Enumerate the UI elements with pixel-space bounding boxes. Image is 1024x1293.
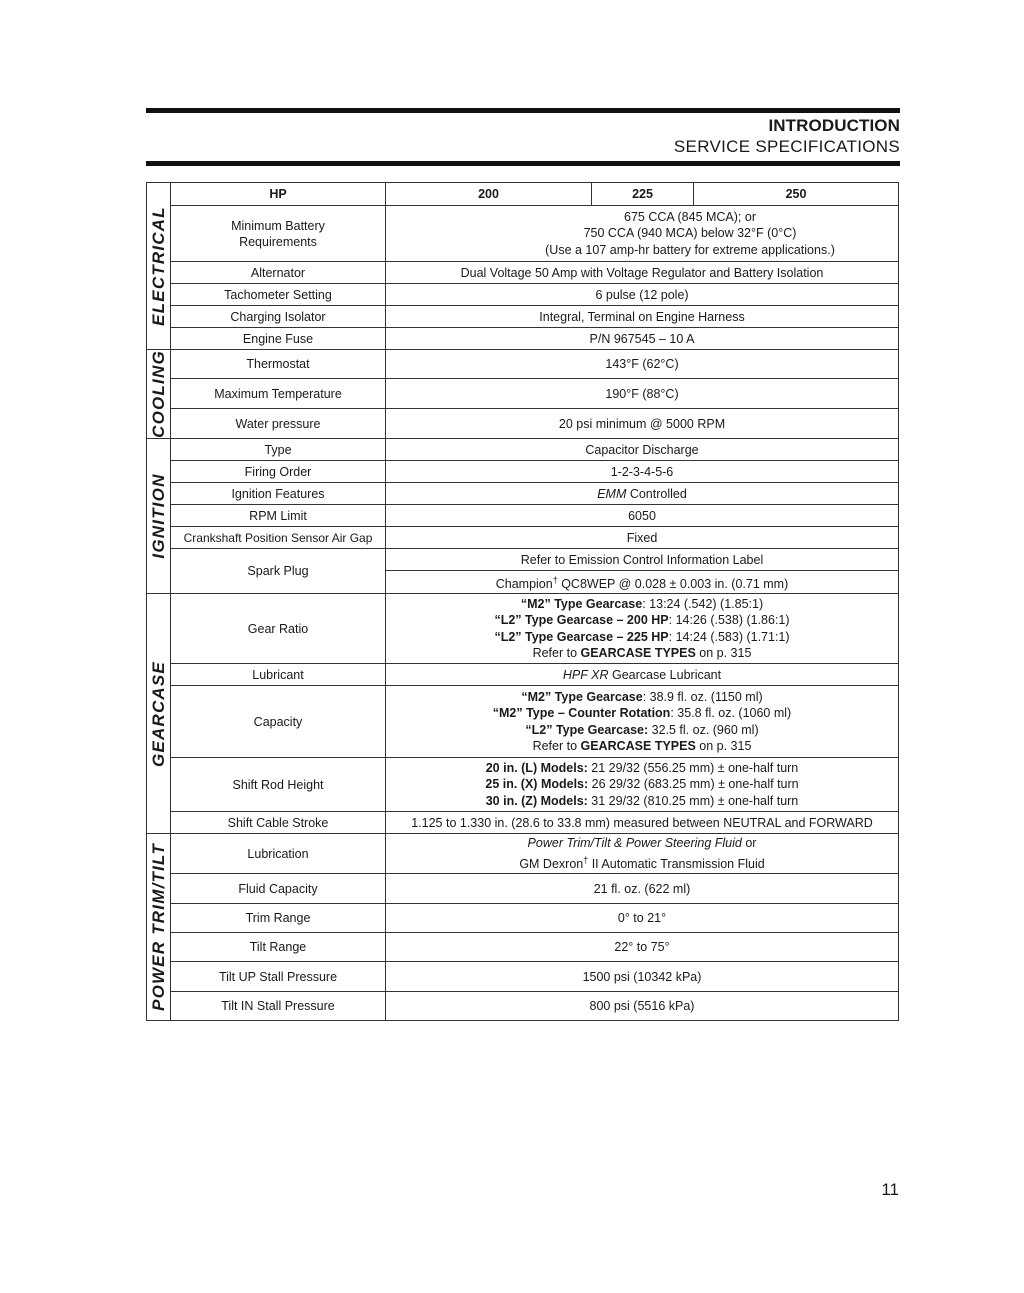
spec-value: Refer to Emission Control Information Label: [386, 549, 899, 571]
table-row: [147, 379, 899, 409]
section-electrical: ELECTRICAL: [147, 183, 171, 350]
spec-label: Shift Rod Height: [171, 758, 386, 812]
header-top-rule: [146, 108, 900, 113]
spec-value: 1-2-3-4-5-6: [386, 461, 899, 483]
table-row: [147, 686, 899, 758]
spec-label: Gear Ratio: [171, 594, 386, 664]
page-number: 11: [881, 1180, 899, 1199]
table-row: [147, 461, 899, 483]
spec-value: 20 psi minimum @ 5000 RPM: [386, 409, 899, 439]
spec-value: Power Trim/Tilt & Power Steering Fluid or GM Dexron† II Automatic Transmission Fluid: [386, 834, 899, 874]
spec-value: 21 fl. oz. (622 ml): [386, 874, 899, 904]
spec-label: Thermostat: [171, 350, 386, 379]
table-row: [147, 992, 899, 1021]
spec-label: Capacity: [171, 686, 386, 758]
table-row: [147, 962, 899, 992]
column-header-225: 225: [592, 183, 694, 206]
column-header-hp: HP: [171, 183, 386, 206]
table-row: [147, 284, 899, 306]
table-row: [147, 549, 899, 571]
spec-label: Fluid Capacity: [171, 874, 386, 904]
spec-value: Champion† QC8WEP @ 0.028 ± 0.003 in. (0.71 mm): [386, 571, 899, 594]
spec-value: P/N 967545 – 10 A: [386, 328, 899, 350]
spec-label: Trim Range: [171, 904, 386, 933]
table-row: [147, 664, 899, 686]
spec-label: Water pressure: [171, 409, 386, 439]
spec-label: Minimum Battery Requirements: [171, 206, 386, 262]
spec-label: Alternator: [171, 262, 386, 284]
spec-value: 1.125 to 1.330 in. (28.6 to 33.8 mm) measured between NEUTRAL and FORWARD: [386, 812, 899, 834]
spec-value: 675 CCA (845 MCA); or 750 CCA (940 MCA) below 32°F (0°C) (Use a 107 amp-hr battery for extreme applications.): [386, 206, 899, 262]
spec-label: Tilt IN Stall Pressure: [171, 992, 386, 1021]
spec-value: 190°F (88°C): [386, 379, 899, 409]
section-power-trim-tilt: POWER TRIM/TILT: [147, 834, 171, 1021]
table-row: [147, 206, 899, 262]
spec-label: Lubrication: [171, 834, 386, 874]
section-gearcase: GEARCASE: [147, 594, 171, 834]
table-row: [147, 904, 899, 933]
table-row: [147, 933, 899, 962]
service-specifications-table: [146, 182, 899, 1021]
spec-value: Dual Voltage 50 Amp with Voltage Regulator and Battery Isolation: [386, 262, 899, 284]
table-row: [147, 812, 899, 834]
spec-value: Fixed: [386, 527, 899, 549]
table-row: [147, 483, 899, 505]
section-cooling: COOLING: [147, 350, 171, 439]
spec-label: Tilt UP Stall Pressure: [171, 962, 386, 992]
table-row: [147, 758, 899, 812]
spec-label: Ignition Features: [171, 483, 386, 505]
table-row: [147, 439, 899, 461]
header-bottom-rule: [146, 161, 900, 166]
table-row: [147, 594, 899, 664]
spec-value: 6050: [386, 505, 899, 527]
spec-label: RPM Limit: [171, 505, 386, 527]
spec-label: Charging Isolator: [171, 306, 386, 328]
spec-label: Firing Order: [171, 461, 386, 483]
table-row: [147, 527, 899, 549]
spec-value: 20 in. (L) Models: 21 29/32 (556.25 mm) ± one-half turn 25 in. (X) Models: 26 29/32 (683.25 mm) ± one-half turn 30 in. (Z) Models: 31 29/32 (810.25 mm) ± one-half turn: [386, 758, 899, 812]
section-ignition: IGNITION: [147, 439, 171, 594]
spec-label: Engine Fuse: [171, 328, 386, 350]
spec-value: HPF XR Gearcase Lubricant: [386, 664, 899, 686]
table-header-row: [147, 183, 899, 206]
spec-value: 143°F (62°C): [386, 350, 899, 379]
spec-label: Shift Cable Stroke: [171, 812, 386, 834]
spec-value: EMM Controlled: [386, 483, 899, 505]
spec-value: Capacitor Discharge: [386, 439, 899, 461]
table-row: [147, 409, 899, 439]
table-row: [147, 834, 899, 874]
spec-value: 0° to 21°: [386, 904, 899, 933]
spec-value: “M2” Type Gearcase: 13:24 (.542) (1.85:1) “L2” Type Gearcase – 200 HP: 14:26 (.538) (1.86:1) “L2” Type Gearcase – 225 HP: 14:24 (.583) (1.71:1) Refer to GEARCASE TYPES on p. 315: [386, 594, 899, 664]
spec-value: 1500 psi (10342 kPa): [386, 962, 899, 992]
table-row: [147, 505, 899, 527]
spec-label: Spark Plug: [171, 549, 386, 594]
column-header-200: 200: [386, 183, 592, 206]
spec-value: 22° to 75°: [386, 933, 899, 962]
table-row: [147, 350, 899, 379]
spec-label: Crankshaft Position Sensor Air Gap: [171, 527, 386, 549]
spec-label: Type: [171, 439, 386, 461]
chapter-title: INTRODUCTION: [768, 116, 900, 135]
spec-label: Maximum Temperature: [171, 379, 386, 409]
spec-value: 6 pulse (12 pole): [386, 284, 899, 306]
spec-value: “M2” Type Gearcase: 38.9 fl. oz. (1150 ml) “M2” Type – Counter Rotation: 35.8 fl. oz. (1060 ml) “L2” Type Gearcase: 32.5 fl. oz. (960 ml) Refer to GEARCASE TYPES on p. 315: [386, 686, 899, 758]
column-header-250: 250: [694, 183, 899, 206]
spec-value: Integral, Terminal on Engine Harness: [386, 306, 899, 328]
spec-label: Tilt Range: [171, 933, 386, 962]
spec-label: Lubricant: [171, 664, 386, 686]
spec-label: Tachometer Setting: [171, 284, 386, 306]
table-row: [147, 306, 899, 328]
spec-value: 800 psi (5516 kPa): [386, 992, 899, 1021]
table-row: [147, 874, 899, 904]
table-row: [147, 262, 899, 284]
section-title: SERVICE SPECIFICATIONS: [673, 137, 900, 156]
table-row: [147, 328, 899, 350]
